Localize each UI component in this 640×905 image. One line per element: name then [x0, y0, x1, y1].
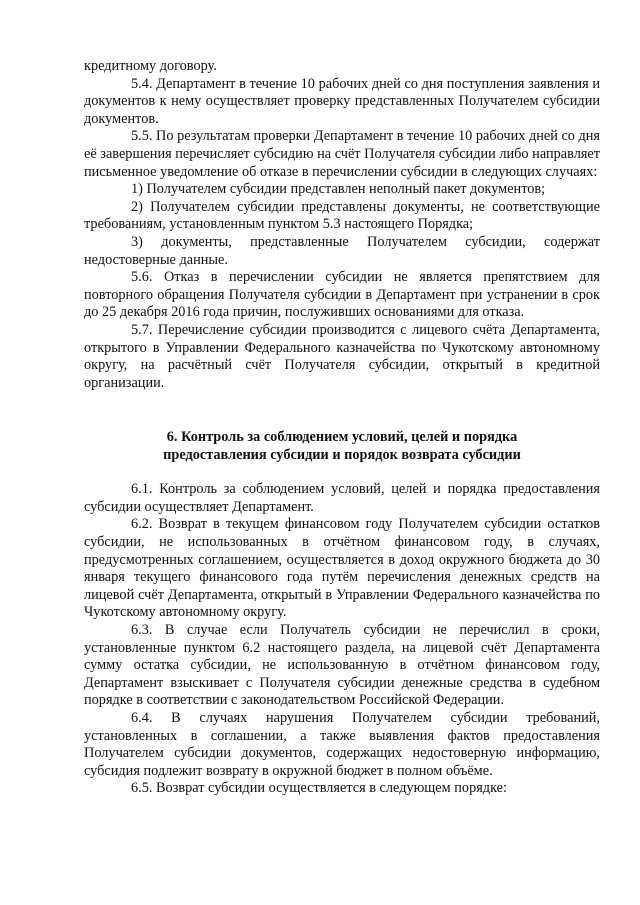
section-6-heading [84, 428, 600, 464]
case-2: 2) Получателем субсидии представлены документы, не соответствующие требованиям, установленным пунктом 5.3 настоящего Порядка; [84, 198, 600, 233]
top-fragment: кредитному договору. [84, 58, 217, 74]
document-page [84, 58, 600, 798]
paragraph-5-5: 5.5. По результатам проверки Департамент в течение 10 рабочих дней со дня её завершения перечисляет субсидию на счёт Получателя субсидии либо направляет письменное уведомление об отказе в перечислении субсидии в следующих случаях: [84, 128, 601, 180]
case-3: 3) документы, представленные Получателем субсидии, содержат недостоверные данные. [84, 233, 600, 268]
section-6-heading-line-1: 6. Контроль за соблюдением условий, целей и порядка [166, 429, 518, 446]
section-6-heading-line-2: предоставления субсидии и порядок возврата субсидии [163, 447, 521, 464]
case-1: 1) Получателем субсидии представлен неполный пакет документов; [131, 181, 546, 198]
paragraph-5-7: 5.7. Перечисление субсидии производится с лицевого счёта Департамента, открытого в Управлении Федерального казначейства по Чукотскому автономному округу, на расчётный счёт Получателя субсидии, открытый в кредитной организации. [84, 321, 600, 391]
paragraph-6-3: 6.3. В случае если Получатель субсидии не перечислил в сроки, установленные пунктом 6.2 настоящего раздела, на лицевой счёт Департамента сумму остатка субсидии, не использованную в отчётном финансовом году, Департамент взыскивает с Получателя субсидии денежные средства в судебном порядке в соответствии с законодательством Российской Федерации. [84, 622, 600, 709]
paragraph-5-6: 5.6. Отказ в перечислении субсидии не является препятствием для повторного обращения Получателя субсидии в Департамент при устранении в срок до 25 декабря 2016 года причин, послуживших основаниями для отказа. [84, 269, 600, 321]
paragraph-6-5: 6.5. Возврат субсидии осуществляется в следующем порядке: [131, 780, 507, 797]
paragraph-6-2: 6.2. Возврат в текущем финансовом году Получателем субсидии остатков субсидии, не использованных в отчётном финансовом году, в случаях, предусмотренных соглашением, осуществляется в доход окружного бюджета до 30 января текущего финансового года путём перечисления денежных средств на лицевой счёт Департамента, открытый в Управлении Федерального казначейства по Чукотскому автономному округу. [84, 516, 600, 621]
paragraph-5-4: 5.4. Департамент в течение 10 рабочих дней со дня поступления заявления и документов к нему осуществляет проверку представленных Получателем субсидии документов. [84, 75, 600, 127]
section-spacer [84, 392, 600, 428]
paragraph-6-1: 6.1. Контроль за соблюдением условий, целей и порядка предоставления субсидии осуществляет Департамент. [84, 481, 600, 515]
paragraph-6-4: 6.4. В случаях нарушения Получателем субсидии требований, установленных в соглашении, а также выявления фактов предоставления Получателем субсидии документов, содержащих недостоверную информацию, субсидия подлежит возврату в окружной бюджет в полном объёме. [84, 710, 600, 779]
